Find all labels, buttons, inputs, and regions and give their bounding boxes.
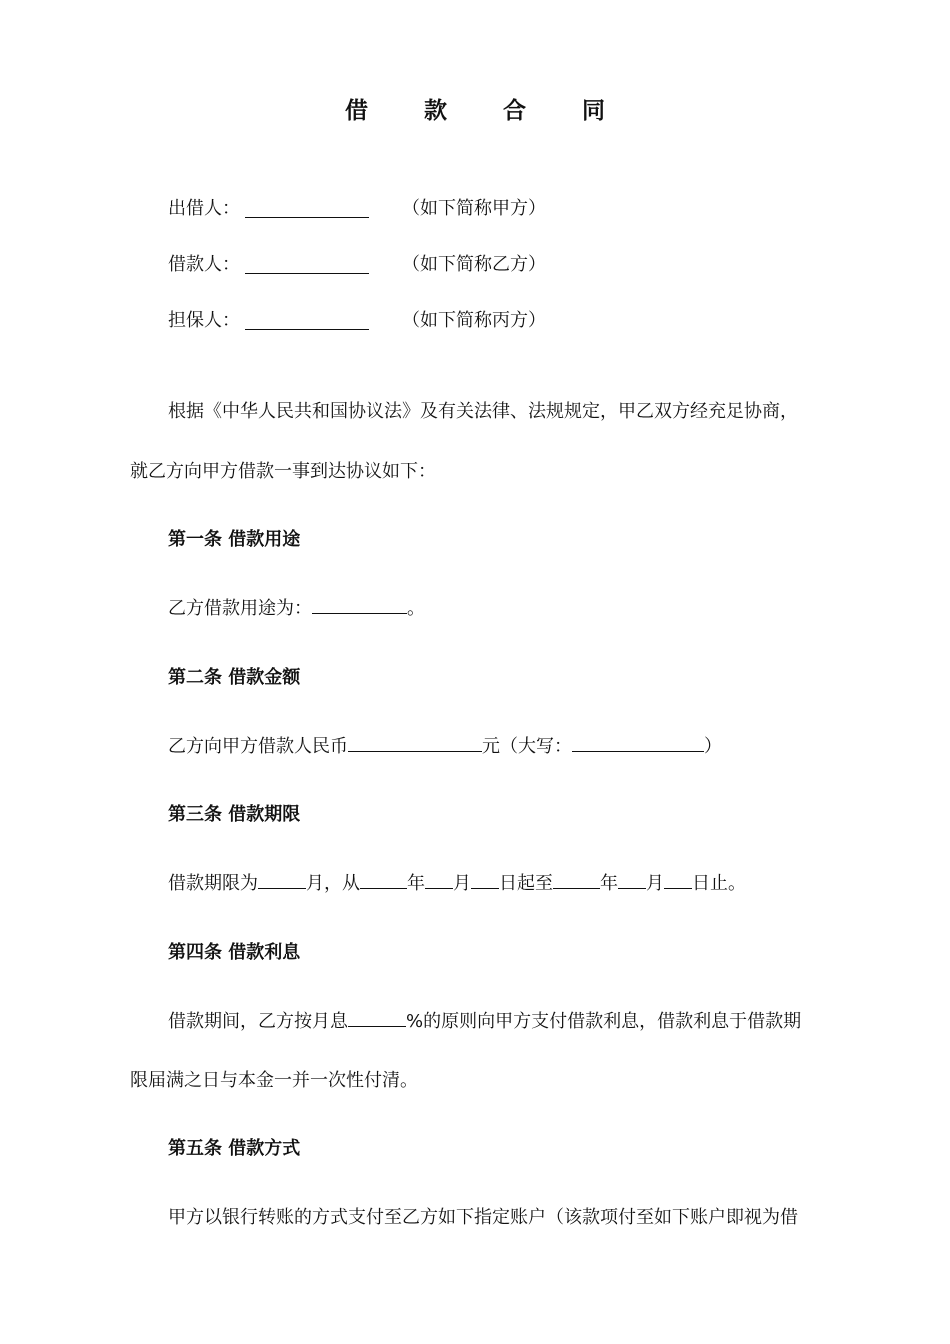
- lender-label: 出借人：: [168, 198, 240, 219]
- amount-blank: [348, 733, 482, 752]
- article-2-text: [168, 733, 722, 760]
- start-month-blank: [425, 870, 453, 889]
- term-months-blank: [258, 870, 306, 889]
- start-day-blank: [471, 870, 499, 889]
- article-1-heading: 第一条 借款用途: [168, 529, 301, 550]
- article-3-t6: 年: [600, 873, 618, 894]
- article-5-line-1: 甲方以银行转账的方式支付至乙方如下指定账户（该款项付至如下账户即视为借: [168, 1207, 798, 1228]
- interest-rate-blank: [348, 1008, 406, 1027]
- lender-blank: [245, 217, 369, 218]
- article-2-text-c: ）: [704, 736, 722, 757]
- article-3-text: [168, 870, 746, 897]
- end-day-blank: [664, 870, 692, 889]
- article-4-t2: %的原则向甲方支付借款利息，借款利息于借款期: [406, 1011, 802, 1032]
- amount-capital-blank: [572, 733, 704, 752]
- borrower-note: （如下简称乙方）: [402, 254, 546, 275]
- borrower-label: 借款人：: [168, 254, 240, 275]
- article-1-text-after: 。: [407, 598, 425, 619]
- guarantor-blank: [245, 329, 369, 330]
- article-4-heading: 第四条 借款利息: [168, 942, 301, 963]
- preamble-line-2: 就乙方向甲方借款一事到达协议如下：: [130, 461, 436, 482]
- article-1-text-before: 乙方借款用途为：: [168, 598, 312, 619]
- preamble-line-1: 根据《中华人民共和国协议法》及有关法律、法规规定，甲乙双方经充足协商，: [168, 401, 798, 422]
- lender-note: （如下简称甲方）: [402, 198, 546, 219]
- article-3-t8: 日止。: [692, 873, 746, 894]
- start-year-blank: [360, 870, 407, 889]
- document-title: 借 款 合 同: [344, 98, 630, 124]
- article-1-text: [168, 595, 425, 622]
- article-3-t1: 借款期限为: [168, 873, 258, 894]
- article-3-t5: 日起至: [499, 873, 553, 894]
- article-2-text-a: 乙方向甲方借款人民币: [168, 736, 348, 757]
- article-3-t3: 年: [407, 873, 425, 894]
- article-5-heading: 第五条 借款方式: [168, 1138, 301, 1159]
- article-3-t7: 月: [646, 873, 664, 894]
- borrower-blank: [245, 273, 369, 274]
- article-4-line-1: [168, 1008, 801, 1035]
- article-3-heading: 第三条 借款期限: [168, 804, 301, 825]
- article-2-text-b: 元（大写：: [482, 736, 572, 757]
- article-3-t4: 月: [453, 873, 471, 894]
- end-year-blank: [553, 870, 600, 889]
- article-4-t1: 借款期间，乙方按月息: [168, 1011, 348, 1032]
- end-month-blank: [618, 870, 646, 889]
- article-3-t2: 月，从: [306, 873, 360, 894]
- article-4-line-2: 限届满之日与本金一并一次性付清。: [130, 1070, 418, 1091]
- guarantor-note: （如下简称丙方）: [402, 310, 546, 331]
- guarantor-label: 担保人：: [168, 310, 240, 331]
- purpose-blank: [312, 595, 407, 614]
- article-2-heading: 第二条 借款金额: [168, 667, 301, 688]
